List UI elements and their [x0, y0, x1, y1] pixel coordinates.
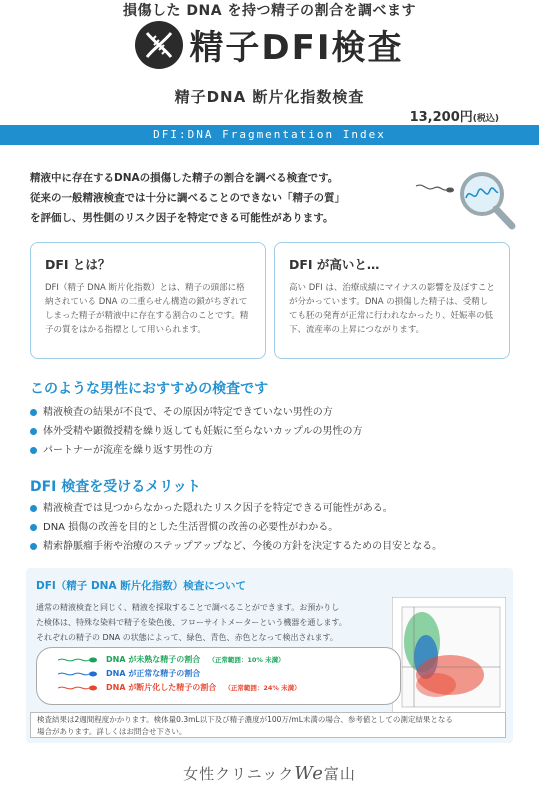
list-item-text: DNA 損傷の改善を目的とした生活習慣の改善の必要性がわかる。 [43, 522, 339, 533]
price-value: 13,200円 [409, 110, 473, 125]
about-line-2: た検体は、特殊な染料で精子を染色後、フローサイトメーターという機器を通します。 [36, 618, 347, 627]
bullet-dot-icon [30, 428, 37, 435]
legend-range: （正常範囲：10% 未満） [208, 656, 285, 664]
list-item-text: 精索静脈瘤手術や治療のステップアップなど、今後の方針を決定するための目安となる。 [43, 541, 443, 552]
sperm-green-icon [58, 656, 98, 664]
intro-line-3: を評価し、男性側のリスク因子を特定できる可能性があります。 [30, 212, 334, 224]
list-item-text: 精液検査の結果が不良で、その原因が特定できていない男性の方 [43, 407, 333, 418]
list-item [30, 422, 510, 441]
card-title: DFI が高いと… [289, 257, 380, 272]
page-title: 精子DFI検査 [189, 28, 404, 68]
intro-line-2: 従来の一般精液検査では十分に調べることのできない「精子の質」 [30, 192, 345, 204]
price [410, 106, 499, 125]
merit-heading: DFI 検査を受けるメリット [30, 479, 201, 495]
bullet-dot-icon [30, 447, 37, 454]
note-line-1: 検査結果は2週間程度かかります。検体量0.3mL以下及び精子濃度が100万/mL未満の場合、参考値としての測定結果となる [37, 715, 453, 724]
tagline: 損傷した DNA を持つ精子の割合を調べます [123, 3, 416, 19]
card-what-is-dfi [30, 242, 266, 359]
note-box [30, 712, 506, 738]
recommend-heading: このような男性におすすめの検査です [30, 381, 269, 397]
legend-row-normal [58, 667, 200, 680]
clinic-logo [0, 763, 539, 784]
page-subtitle: 精子DNA 断片化指数検査 [174, 88, 365, 106]
merit-list [30, 499, 510, 556]
legend-label: DNA が断片化した精子の割合 [106, 683, 217, 692]
legend-range: （正常範囲：24% 未満） [224, 684, 301, 692]
clinic-name-we: We [294, 763, 324, 784]
sperm-red-icon [58, 684, 98, 692]
title-row [0, 20, 539, 69]
bullet-dot-icon [30, 524, 37, 531]
about-heading: DFI（精子 DNA 断片化指数）検査について [36, 580, 247, 592]
about-text [36, 600, 386, 645]
sperm-blue-icon [58, 670, 98, 678]
list-item-text: パートナーが流産を繰り返す男性の方 [43, 445, 213, 456]
list-item-text: 精液検査では見つからなかった隠れたリスク因子を特定できる可能性がある。 [43, 503, 393, 514]
intro-line-1: 精液中に存在するDNAの損傷した精子の割合を調べる検査です。 [30, 172, 339, 184]
bullet-dot-icon [30, 543, 37, 550]
bullet-dot-icon [30, 409, 37, 416]
legend-label: DNA が未熟な精子の割合 [106, 655, 201, 664]
section-band: DFI:DNA Fragmentation Index [0, 125, 539, 145]
bullet-dot-icon [30, 505, 37, 512]
list-item [30, 518, 510, 537]
card-high-dfi [274, 242, 510, 359]
price-tax: (税込) [472, 114, 499, 124]
intro-text [30, 168, 410, 228]
flow-cytometry-image [392, 597, 506, 717]
recommend-list [30, 403, 510, 460]
flow-cytometry-plot [392, 597, 506, 717]
about-line-3: それぞれの精子の DNA の状態によって、緑色、青色、赤色となって検出されます。 [36, 633, 338, 642]
list-item [30, 403, 510, 422]
dna-logo-icon [135, 21, 183, 69]
clinic-name-c: 富山 [323, 765, 356, 783]
clinic-name-a: 女性クリニック [183, 765, 295, 783]
card-text: DFI（精子 DNA 断片化指数）とは、精子の頭部に格納されている DNA の二重らせん構造の鎖がちぎれてしまった精子が精液中に存在する割合のことです。精子の質をはかる指標として用いられます。 [45, 283, 249, 335]
legend-row-fragmented [58, 681, 301, 694]
list-item [30, 537, 510, 556]
legend-label: DNA が正常な精子の割合 [106, 669, 201, 678]
about-line-1: 通常の精液検査と同じく、精液を採取することで調べることができます。お預かりし [36, 603, 340, 612]
sperm-magnifier-icon [412, 158, 522, 238]
card-title: DFI とは？ [45, 257, 111, 272]
list-item-text: 体外受精や顕微授精を繰り返しても妊娠に至らないカップルの男性の方 [43, 426, 363, 437]
list-item [30, 499, 510, 518]
legend-row-immature [58, 653, 285, 666]
list-item [30, 441, 510, 460]
note-line-2: 場合があります。詳しくはお問合せ下さい。 [37, 727, 187, 736]
card-text: 高い DFI は、治療成績にマイナスの影響を及ぼすことが分かっています。DNA の損傷した精子は、受精しても胚の発育が正常に行われなかったり、妊娠率の低下、流産率の上昇につながります。 [289, 283, 495, 335]
